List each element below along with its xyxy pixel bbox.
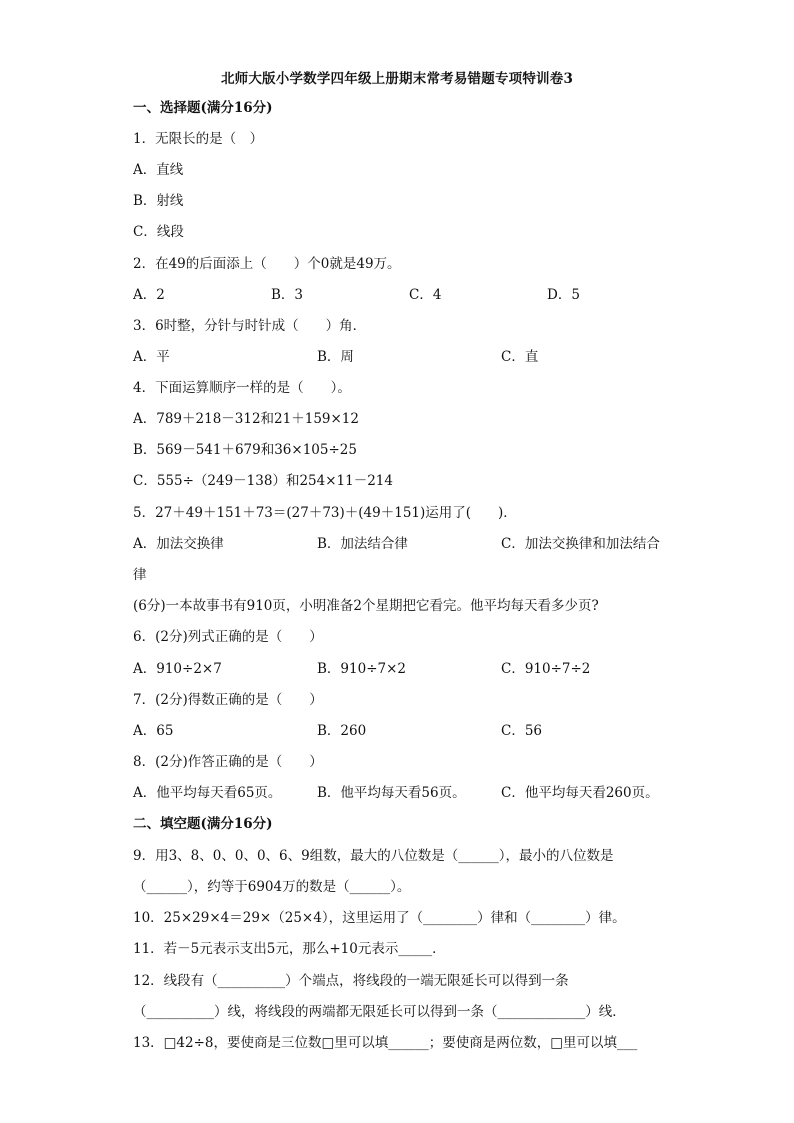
question-7-option-a: A．65 [133, 723, 174, 739]
question-11: 11．若－5元表示支出5元，那么+10元表示_____． [133, 941, 446, 957]
question-8-stem: 8．(2分)作答正确的是（ ） [133, 754, 323, 770]
question-2-option-d: D．5 [547, 287, 580, 303]
question-6-option-a: A．910÷2×7 [133, 661, 222, 677]
question-8-options [133, 784, 733, 802]
question-2-option-c: C．4 [409, 287, 442, 303]
word-problem-passage: (6分)一本故事书有910页，小明准备2个星期把它看完。他平均每天看多少页? [133, 598, 599, 614]
question-6-option-c: C．910÷7÷2 [501, 661, 591, 677]
question-7-stem: 7．(2分)得数正确的是（ ） [133, 692, 323, 708]
section-fill-heading: 二、填空题(满分16分) [133, 816, 273, 832]
question-2-option-b: B．3 [271, 287, 304, 303]
question-5-option-a: A．加法交换律 [133, 536, 224, 552]
question-1-option-b: B．射线 [133, 193, 184, 209]
question-3-stem: 3．6时整，分针与时针成（ ）角． [133, 318, 367, 334]
question-2-option-a: A．2 [133, 287, 165, 303]
question-5-stem: 5．27＋49＋151＋73＝(27＋73)＋(49＋151)运用了( )． [133, 505, 517, 521]
question-7-option-c: C．56 [501, 723, 543, 739]
question-5-option-b: B．加法结合律 [317, 536, 408, 552]
question-6-options [133, 660, 733, 678]
question-3-options [133, 348, 733, 366]
section-choice-heading: 一、选择题(满分16分) [133, 100, 273, 116]
question-6-stem: 6．(2分)列式正确的是（ ） [133, 629, 323, 645]
question-3-option-a: A．平 [133, 349, 170, 365]
question-2-options [133, 286, 733, 304]
question-1-stem: 1．无限长的是（ ） [133, 131, 264, 147]
question-13: 13．□42÷8，要使商是三位数□里可以填______；要使商是两位数，□里可以填___ [133, 1035, 638, 1051]
question-8-option-a: A．他平均每天看65页。 [133, 785, 282, 801]
question-9-line-1: 9．用3、8、0、0、0、6、9组数，最大的八位数是（______），最小的八位数是 [133, 848, 614, 864]
question-7-option-b: B．260 [317, 723, 367, 739]
question-4-option-c: C．555÷（249－138）和254×11－214 [133, 473, 393, 489]
exam-title: 北师大版小学数学四年级上册期末常考易错题专项特训卷3 [220, 71, 574, 87]
question-3-option-b: B．周 [317, 349, 354, 365]
question-4-option-b: B．569－541＋679和36×105÷25 [133, 442, 357, 458]
question-7-options [133, 722, 733, 740]
question-5-option-c-continued: 律 [133, 567, 147, 583]
question-6-option-b: B．910÷7×2 [317, 661, 406, 677]
question-12-line-1: 12．线段有（__________）个端点，将线段的一端无限延长可以得到一条 [133, 973, 569, 989]
question-5-options [133, 535, 733, 553]
question-1-option-c: C．线段 [133, 224, 184, 240]
question-4-stem: 4．下面运算顺序一样的是（ ）。 [133, 380, 351, 396]
question-4-option-a: A．789＋218－312和21＋159×12 [133, 411, 359, 427]
question-10: 10．25×29×4＝29×（25×4），这里运用了（________）律和（________）律。 [133, 910, 626, 926]
question-12-line-2: （__________）线，将线段的两端都无限延长可以得到一条（_____________）线． [133, 1004, 626, 1020]
question-8-option-c: C．他平均每天看260页。 [501, 785, 659, 801]
question-2-stem: 2．在49的后面添上（ ）个0就是49万。 [133, 256, 401, 272]
question-9-line-2: （______），约等于6904万的数是（______）。 [133, 879, 411, 895]
question-3-option-c: C．直 [501, 349, 539, 365]
question-5-option-c: C．加法交换律和加法结合 [501, 536, 660, 552]
question-8-option-b: B．他平均每天看56页。 [317, 785, 466, 801]
question-1-option-a: A．直线 [133, 162, 184, 178]
